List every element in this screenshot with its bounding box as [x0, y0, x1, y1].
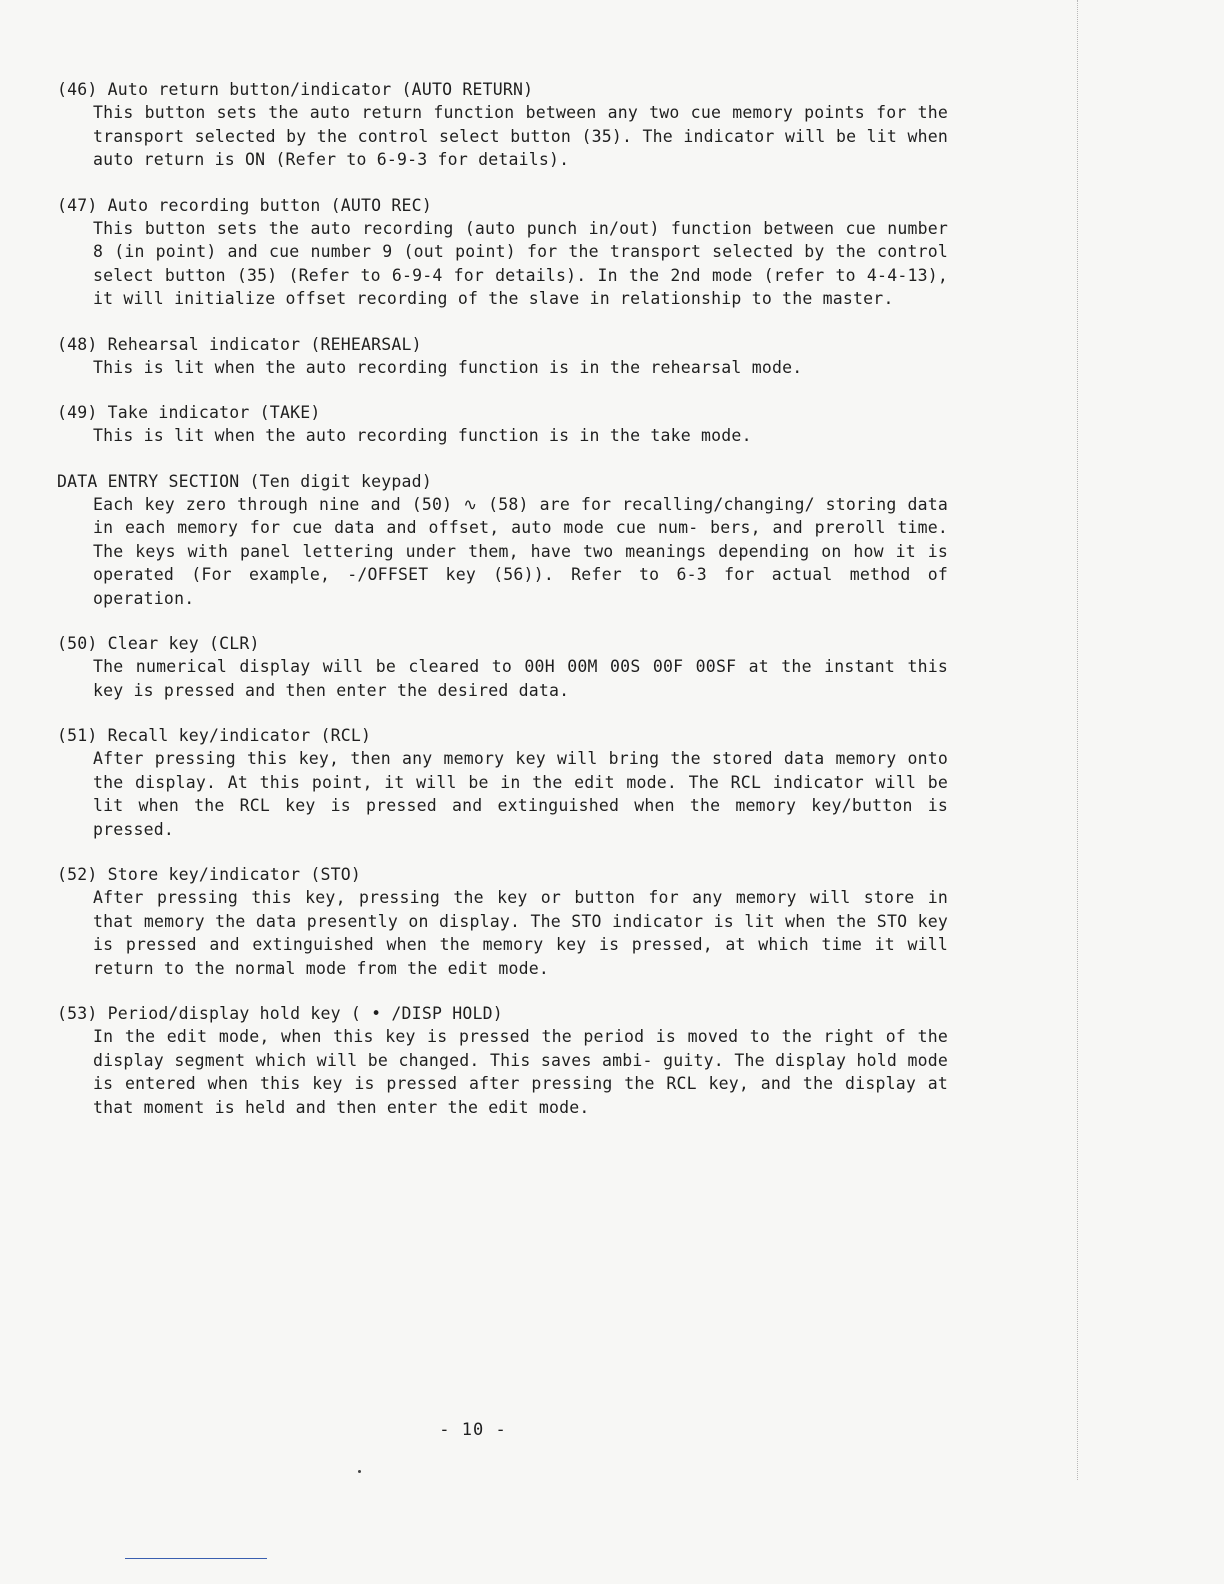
section-49-take: [57, 401, 957, 448]
section-heading: (47) Auto recording button (AUTO REC): [57, 195, 432, 215]
section-51-recall-key: [57, 724, 957, 841]
section-body: After pressing this key, pressing the key or button for any memory will store in that memory the data presently on display. The STO indicator is lit when the STO key is pressed and extinguished when the memory key is pressed, at which time it will return to the normal mode from the edit mode.: [93, 888, 948, 978]
section-heading: (51) Recall key/indicator (RCL): [57, 726, 372, 745]
section-heading: (48) Rehearsal indicator (REHEARSAL): [57, 334, 422, 354]
section-heading: (46) Auto return button/indicator (AUTO RETURN): [57, 80, 534, 99]
section-heading: DATA ENTRY SECTION (Ten digit keypad): [57, 471, 432, 491]
bottom-rule-line: [125, 1558, 267, 1559]
section-50-clear-key: [57, 632, 957, 702]
page-edge-dotted-line: [1077, 0, 1078, 1480]
section-heading: (52) Store key/indicator (STO): [57, 865, 362, 884]
section-body: This is lit when the auto recording function is in the rehearsal mode.: [93, 357, 803, 377]
section-body: The numerical display will be cleared to 00H 00M 00S 00F 00SF at the instant this key is pressed and then enter the desired data.: [93, 657, 948, 700]
section-data-entry: [57, 470, 957, 611]
section-body: In the edit mode, when this key is pressed the period is moved to the right of the display segment which will be changed. This saves ambi- guity. The display hold mode is entered when this key is pressed after pressing the RCL key, and the display at that moment is held and then enter the edit mode.: [93, 1027, 948, 1117]
section-body: Each key zero through nine and (50) ∿ (58) are for recalling/changing/ storing data in each memory for cue data and offset, auto mode cue num- bers, and preroll time. The keys with panel lettering under them, have two meanings depending on how it is operated (For example, -/OFFSET key (56)). Refer to 6-3 for actual method of operation.: [93, 494, 948, 608]
section-body: This button sets the auto return function between any two cue memory points for the transport selected by the control select button (35). The indicator will be lit when auto return is ON (Refer to 6-9-3 for details).: [93, 103, 948, 169]
section-body: After pressing this key, then any memory key will bring the stored data memory onto the display. At this point, it will be in the edit mode. The RCL indicator will be lit when the RCL key is pressed and extinguished when the memory key/button is pressed.: [93, 749, 948, 839]
section-heading: (50) Clear key (CLR): [57, 634, 260, 653]
section-body: This button sets the auto recording (auto punch in/out) function between cue number 8 (in point) and cue number 9 (out point) for the transport selected by the control select button (35) (Refer to 6-9-4 for details). In the 2nd mode (refer to 4-4-13), it will initialize offset recording of the slave in relationship to the master.: [93, 218, 948, 308]
section-body: This is lit when the auto recording function is in the take mode.: [93, 426, 752, 445]
section-48-rehearsal: [57, 333, 957, 380]
scan-speck: [358, 1470, 361, 1473]
page-content: [57, 78, 957, 1141]
section-heading: (53) Period/display hold key ( • /DISP HOLD): [57, 1004, 503, 1023]
section-heading: (49) Take indicator (TAKE): [57, 403, 321, 422]
section-47-auto-recording: [57, 194, 957, 311]
section-52-store-key: [57, 863, 957, 980]
section-53-period-display-hold: [57, 1002, 957, 1119]
section-46-auto-return: [57, 78, 957, 172]
page-number: - 10 -: [439, 1420, 507, 1440]
